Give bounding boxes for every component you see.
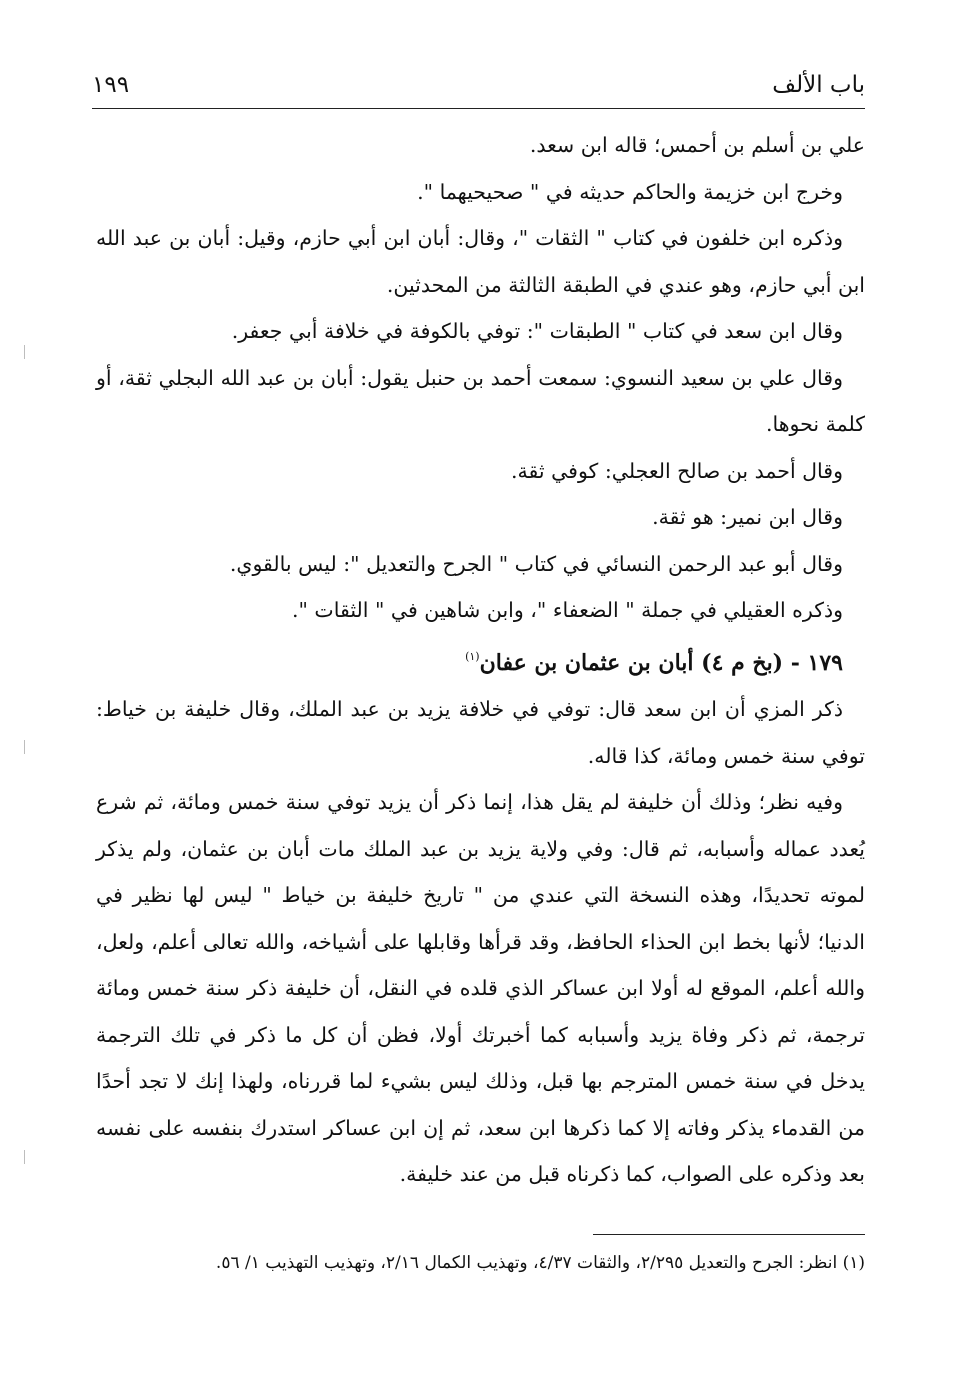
paragraph: وخرج ابن خزيمة والحاكم حديثه في " صحيحيهما ". bbox=[417, 179, 843, 204]
page-header bbox=[92, 58, 865, 98]
main-text bbox=[96, 122, 865, 1198]
entry-heading-text: ١٧٩ - (بخ م ٤) أبان بن عثمان بن عفان bbox=[479, 649, 843, 676]
paragraph: علي بن أسلم بن أحمس؛ قاله ابن سعد. bbox=[529, 133, 865, 157]
header-divider bbox=[92, 108, 865, 109]
paragraph: وقال علي بن سعيد النسوي: سمعت أحمد بن حنبل يقول: أبان بن عبد الله البجلي ثقة، أو كلمة نحوها. bbox=[96, 365, 865, 436]
paragraph: وذكره العقيلي في جملة " الضعفاء "، وابن شاهين في " الثقات ". bbox=[291, 598, 843, 622]
paragraph: وقال ابن سعد في كتاب " الطبقات ": توفي بالكوفة في خلافة أبي جعفر. bbox=[231, 319, 843, 343]
paragraph: ذكر المزي أن ابن سعد قال: توفي في خلافة يزيد بن عبد الملك، وقال خليفة بن خياط: توفي سنة خمس ومائة، كذا قاله. bbox=[96, 697, 865, 768]
margin-mark bbox=[24, 740, 25, 754]
paragraph: وذكره ابن خلفون في كتاب " الثقات "، وقال: أبان ابن أبي حازم، وقيل: أبان بن عبد الله ابن أبي حازم، وهو عندي في الطبقة الثالثة من المحدثين. bbox=[96, 226, 865, 297]
margin-mark bbox=[24, 345, 25, 359]
footnote-marker[interactable]: (١) bbox=[465, 649, 480, 663]
chapter-title: باب الألف bbox=[772, 72, 865, 98]
page-number: ١٩٩ bbox=[92, 72, 130, 98]
paragraph: وقال أحمد بن صالح العجلي: كوفي ثقة. bbox=[510, 458, 843, 483]
margin-mark bbox=[24, 1150, 25, 1164]
footnote-divider bbox=[593, 1234, 865, 1235]
paragraph: وقال أبو عبد الرحمن النسائي في كتاب " الجرح والتعديل ": ليس بالقوي. bbox=[229, 551, 843, 576]
paragraph: وفيه نظر؛ وذلك أن خليفة لم يقل هذا، إنما ذكر أن يزيد توفي سنة خمس ومائة، ثم شرع يُعدد عماله وأسبابه، ثم قال: وفي ولاية يزيد بن عبد الملك مات أبان بن عثمان، ولم يذكر لموته تحديدًا، وهذه النسخة التي عندي من " تاريخ خليفة بن خياط " ليس لها نظير في الدنيا؛ لأنها بخط ابن الحذاء الحافظ، وقد قرأها وقابلها على أشياخه، والله تعالى أعلم، ولعل، والله أعلم، الموقع له أولا ابن عساكر الذي قلده في النقل، أن خليفة ذكر سنة خمس ومائة ترجمة، ثم ذكر وفاة يزيد وأسبابه كما أخبرتك أولا، فظن أن كل ما ذكر في تلك الترجمة يدخل في سنة خمس المترجم بها قبل، وذلك ليس بشيء لما قررناه، ولهذا إنك لا تجد أحدًا من القدماء يذكر وفاته إلا كما ذكرها ابن سعد، ثم إن ابن عساكر استدرك بنفسه على نفسه بعد وذكره على الصواب، كما ذكرناه قبل من عند خليفة. bbox=[96, 790, 865, 1186]
footnote-text: (١) انظر: الجرح والتعديل ٢/٢٩٥، والثقات ٤/٣٧، وتهذيب الكمال ٢/١٦، وتهذيب التهذيب ١/ ٥٦. bbox=[215, 1253, 865, 1273]
entry-heading bbox=[96, 634, 865, 687]
paragraph: وقال ابن نمير: هو ثقة. bbox=[652, 505, 843, 529]
footnote bbox=[96, 1246, 865, 1280]
